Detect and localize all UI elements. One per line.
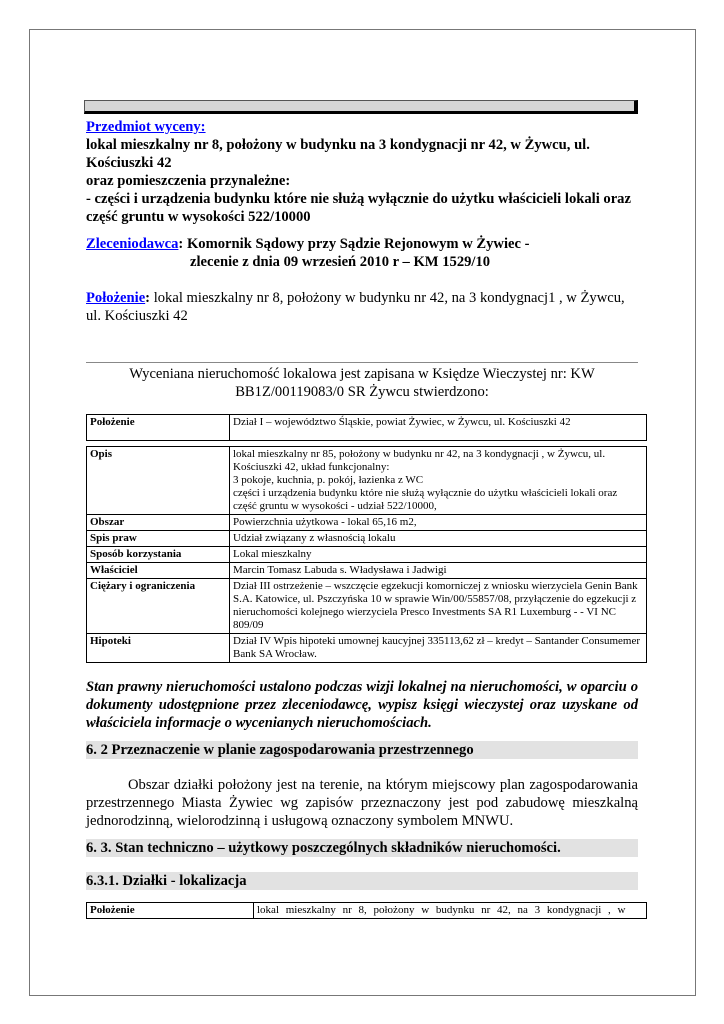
row-value: Udział związany z własnością lokalu [230,531,647,547]
row-key: Hipoteki [87,634,230,663]
opis-line2: 3 pokoje, kuchnia, p. pokój, łazienka z WC [233,474,424,486]
legal-status-note: Stan prawny nieruchomości ustalono podczas wizji lokalnej na nieruchomości, w oparciu o dokumenty udostępnione przez zleceniodawcę, wypisz księgi wieczystej oraz uzyskane od właściciela informacje o wycenianych nieruchomościach. [86,679,638,731]
divider [86,362,638,363]
location-text: lokal mieszkalny nr 8, położony w budynku nr 42, na 3 kondygnacj1 , w Żywcu, ul. Kościuszki 42 [86,290,625,324]
client-section [86,235,638,271]
subject-section [86,118,638,226]
row-value: lokal mieszkalny nr 8, położony w budynku nr 42, na 3 kondygnacji , w [254,903,647,919]
zoning-text: Obszar działki położony jest na terenie, na którym miejscowy plan zagospodarowania przestrzennego Miasta Żywiec wg zapisów przeznaczony jest pod zabudowę mieszkalną jednorodzinną, wielorodzinną i usługową oznaczony symbolem MNWU. [86,777,638,829]
client-label: Zleceniodawca [86,236,179,252]
row-value [230,447,647,515]
client-line2: zlecenie z dnia 09 wrzesień 2010 r – KM 1529/10 [190,254,491,270]
location-section [86,289,638,325]
row-value: Powierzchnia użytkowa - lokal 65,16 m2, [230,515,647,531]
row-key: Położenie [87,415,230,441]
row-value: Dział IV Wpis hipoteki umownej kaucyjnej 335113,62 zł – kredyt – Santander Consumemer Bank SA Wrocław. [230,634,647,663]
table-row [87,515,647,531]
row-key: Właściciel [87,563,230,579]
client-colon: : [178,236,184,252]
row-value: Dział III ostrzeżenie – wszczęcie egzekucji komorniczej z wniosku wierzyciela Genin Bank S.A. Katowice, ul. Pszczyńska 10 w sprawie Win/00/55857/08, przyłączenie do egzekucji z nieruchomości kolejnego wierzyciela Presco Investments SA R1 Luxemburg - - VI NC 809/09 [230,579,647,634]
location-label: Położenie [86,290,146,306]
location-colon: : [145,290,151,306]
section-heading-6-3: 6. 3. Stan techniczno – użytkowy poszczególnych składników nieruchomości. [86,839,638,857]
client-line1: Komornik Sądowy przy Sądzie Rejonowym w Żywiec - [186,236,530,252]
header-bar [84,100,638,114]
registry-table [86,414,647,663]
row-key: Ciężary i ograniczenia [87,579,230,634]
row-value: Marcin Tomasz Labuda s. Władysława i Jadwigi [230,563,647,579]
subject-line1: lokal mieszkalny nr 8, położony w budynku na 3 kondygnacji nr 42, w Żywcu, ul. Kościuszki 42 [86,137,590,171]
subject-line2: oraz pomieszczenia przynależne: [86,173,291,189]
row-value: Dział I – województwo Śląskie, powiat Żywiec, w Żywcu, ul. Kościuszki 42 [230,415,647,441]
section-heading-6-2: 6. 2 Przeznaczenie w planie zagospodarowania przestrzennego [86,741,638,759]
row-value: Lokal mieszkalny [230,547,647,563]
subject-line3: - części i urządzenia budynku które nie służą wyłącznie do użytku właścicieli lokali oraz część gruntu w wysokości 522/10000 [86,191,631,225]
section-heading-6-3-1: 6.3.1. Działki - lokalizacja [86,872,638,890]
row-key: Spis praw [87,531,230,547]
row-key: Obszar [87,515,230,531]
table-row [87,634,647,663]
table-row [87,903,647,919]
location-table [86,902,647,919]
opis-line1: lokal mieszkalny nr 85, położony w budynku nr 42, na 3 kondygnacji , w Żywcu, ul. Kościuszki 42, układ funkcjonalny: [233,448,606,473]
registry-intro: Wyceniana nieruchomość lokalowa jest zapisana w Księdze Wieczystej nr: KW BB1Z/00119083/0 SR Żywcu stwierdzono: [129,366,595,400]
subject-label: Przedmiot wyceny: [86,119,206,135]
table-row [87,415,647,441]
row-key: Położenie [87,903,254,919]
opis-line3: części i urządzenia budynku które nie służą wyłącznie do użytku właścicieli lokali oraz część gruntu w wysokości - udział 522/10000, [233,487,618,512]
table-row [87,579,647,634]
table-row [87,531,647,547]
table-row [87,547,647,563]
table-row [87,563,647,579]
table-row [87,447,647,515]
zoning-paragraph [86,776,638,830]
row-key: Opis [87,447,230,515]
row-key: Sposób korzystania [87,547,230,563]
